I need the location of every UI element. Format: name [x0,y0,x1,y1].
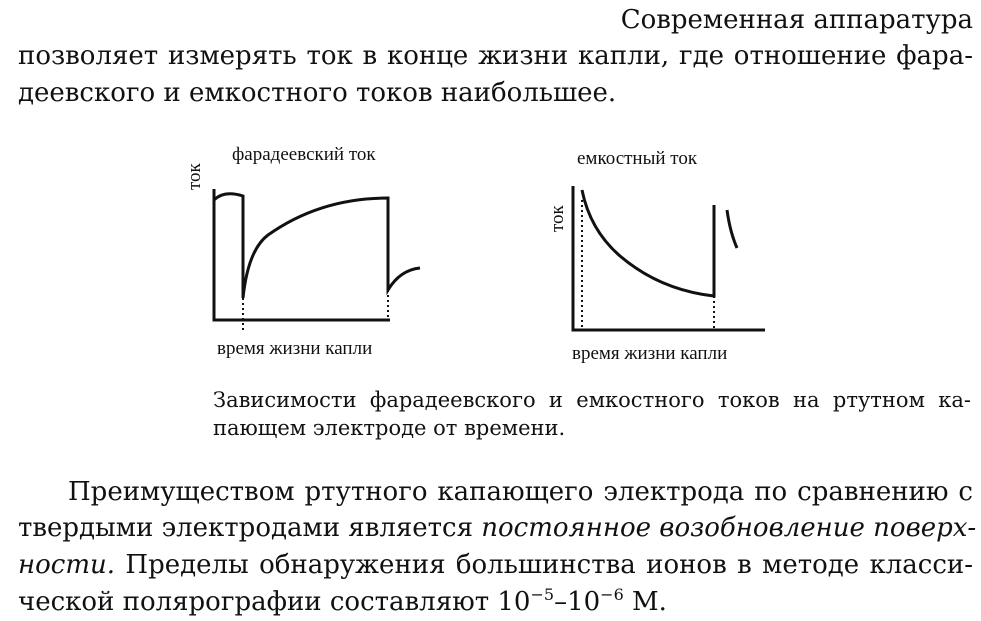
caption-line1: Зависимости фарадеевского и емкостного токов на ртутном ка- [213,388,971,412]
paragraph2-line3-italic: ности. [18,550,116,580]
unit: М. [623,587,667,617]
right-capacitive-curve-next [727,210,737,248]
left-faradaic-curve [214,194,420,298]
left-y-label: ток [184,163,205,190]
left-axes [214,189,390,320]
paragraph2-line3-plain: Пределы обнаружения большинства ионов в методе класси- [125,550,974,580]
left-x-label: время жизни капли [217,338,373,359]
exponent-1: −5 [530,585,555,604]
paragraph1-line2: позволяет измерять ток в конце жизни капли, где отношение фара- [18,41,973,71]
paragraph2-line4-plain: ческой полярографии составляют 10 [18,587,531,617]
paragraph2-line2-plain: твердыми электродами является [18,513,473,543]
right-y-label: ток [547,205,568,232]
paragraph2-line1: Преимуществом ртутного капающего электрода по сравнению с [68,477,973,507]
exponent-2: −6 [600,585,624,604]
paragraph1-line1: Современная аппаратура [620,5,973,35]
right-capacitive-curve [582,190,714,296]
paragraph1-line3: деевского и емкостного токов наибольшее. [18,78,617,108]
paragraph2-line4 [18,584,667,620]
left-plot-title: фарадеевский ток [232,144,376,165]
range-dash: –10 [554,587,601,617]
paragraph2-line3 [18,547,973,583]
caption-line2: пающем электроде от времени. [213,416,566,440]
paragraph2-line2 [18,510,977,546]
paragraph2-line2-italic: постоянное возобновление поверх- [481,513,977,543]
right-axes [573,186,765,330]
right-plot-title: емкостный ток [577,148,698,169]
right-x-label: время жизни капли [572,343,728,364]
